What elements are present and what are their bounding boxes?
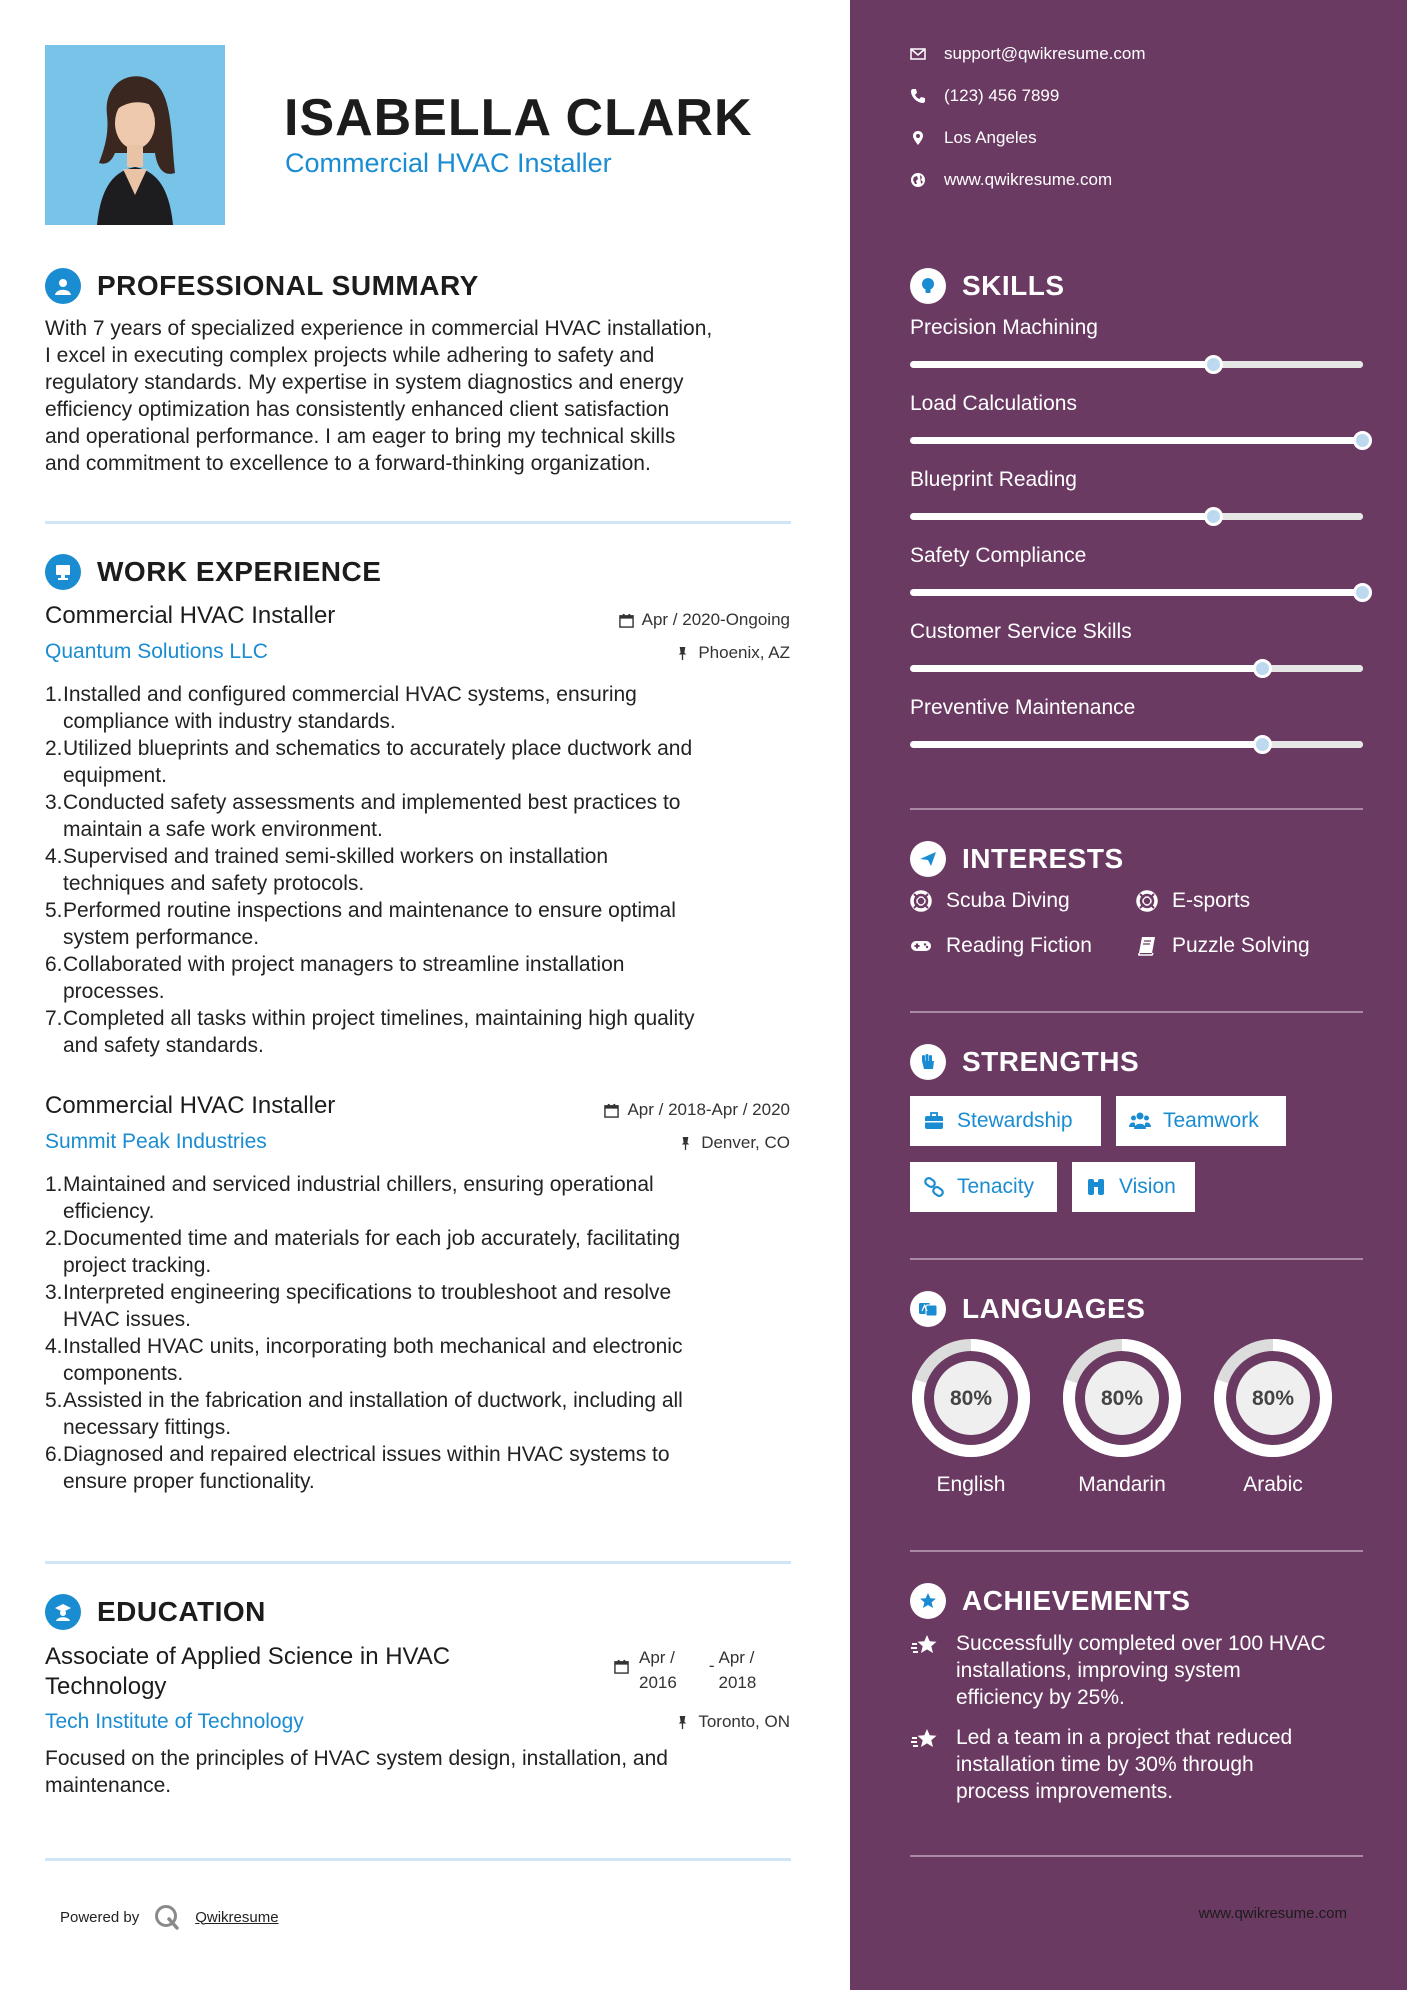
list-item: 3. Interpreted engineering specifications to troubleshoot and resolve HVAC issues. — [45, 1281, 672, 1331]
star-badge-icon — [910, 1583, 946, 1619]
achievements-section-header — [910, 1583, 1190, 1619]
skill-level-bar — [910, 665, 1363, 672]
language-arabic — [1212, 1337, 1334, 1497]
book-icon — [1136, 935, 1158, 957]
skill-label: Preventive Maintenance — [910, 696, 1136, 719]
pin-icon — [675, 1715, 690, 1730]
sidebar — [850, 0, 1407, 1990]
languages-section-header — [910, 1291, 1145, 1327]
skill-level-knob — [1353, 583, 1372, 602]
skill-bar-remainder — [1214, 513, 1363, 520]
portrait-image — [45, 45, 225, 225]
language-percent: 80% — [949, 1387, 993, 1410]
pin-icon — [675, 646, 690, 661]
education-heading: EDUCATION — [97, 1596, 266, 1627]
job-1-date: Apr / 2020-Ongoing — [619, 610, 790, 630]
job-2-responsibilities — [45, 1171, 795, 1495]
language-progress-ring — [1212, 1337, 1334, 1459]
skill-level-bar — [910, 589, 1363, 596]
strength-teamwork: Teamwork — [1116, 1096, 1286, 1146]
skill-level-knob — [1353, 431, 1372, 450]
lightbulb-icon — [910, 268, 946, 304]
language-name: Arabic — [1243, 1473, 1303, 1496]
list-item: 5. Assisted in the fabrication and installation of ductwork, including all necessary fittings. — [45, 1389, 683, 1439]
job-1-company: Quantum Solutions LLC — [45, 640, 268, 663]
skill-level-knob — [1253, 659, 1272, 678]
section-divider — [910, 1855, 1363, 1857]
language-name: Mandarin — [1078, 1473, 1166, 1496]
summary-text: With 7 years of specialized experience in commercial HVAC installation, I excel in executing complex projects while adhering to safety and regulatory standards. My expertise in system diagnostics and energy efficiency optimization has consistently enhanced client satisfaction and operational performance. I am eager to bring my technical skills and commitment to excellence to a forward-thinking organization. — [45, 317, 713, 475]
strength-vision: Vision — [1072, 1162, 1195, 1212]
summary-section-header — [45, 268, 479, 304]
binoculars-icon — [1085, 1176, 1107, 1198]
skills-heading: SKILLS — [962, 270, 1065, 301]
interest-e-sports: E-sports — [1136, 889, 1250, 913]
pin-icon — [678, 1136, 693, 1151]
fist-icon — [910, 1044, 946, 1080]
skill-level-bar — [910, 513, 1363, 520]
contact-location: Los Angeles — [910, 128, 1037, 148]
skill-level-bar — [910, 437, 1363, 444]
job-2-company: Summit Peak Industries — [45, 1130, 267, 1153]
school-name: Tech Institute of Technology — [45, 1710, 304, 1733]
skill-label: Safety Compliance — [910, 544, 1087, 567]
section-divider — [45, 1561, 791, 1564]
interest-reading-fiction: Reading Fiction — [910, 934, 1092, 958]
paper-plane-icon — [910, 841, 946, 877]
link-icon — [923, 1176, 945, 1198]
qwikresume-logo-icon — [153, 1903, 181, 1931]
skills-section-header — [910, 268, 1065, 304]
section-divider — [910, 1011, 1363, 1013]
contact-website: www.qwikresume.com — [910, 170, 1112, 190]
list-item: 5. Performed routine inspections and maintenance to ensure optimal system performance. — [45, 899, 676, 949]
section-divider — [45, 1858, 791, 1861]
language-name: English — [936, 1473, 1006, 1496]
strengths-section-header — [910, 1044, 1139, 1080]
briefcase-icon — [923, 1110, 945, 1132]
skill-level-knob — [1253, 735, 1272, 754]
achievement-item: Successfully completed over 100 HVAC installations, improving system efficiency by 25%. — [910, 1630, 1370, 1711]
qwikresume-link[interactable]: Qwikresume — [195, 1908, 279, 1926]
gamepad-icon — [910, 935, 932, 957]
candidate-title: Commercial HVAC Installer — [285, 148, 612, 178]
map-marker-icon — [910, 130, 926, 146]
graduate-icon — [45, 1594, 81, 1630]
contact-phone: (123) 456 7899 — [910, 86, 1059, 106]
strength-stewardship: Stewardship — [910, 1096, 1101, 1146]
education-location: Toronto, ON — [675, 1712, 790, 1732]
education-description: Focused on the principles of HVAC system design, installation, and maintenance. — [45, 1747, 668, 1797]
job-2-date: Apr / 2018-Apr / 2020 — [604, 1100, 790, 1120]
experience-section-header — [45, 554, 381, 590]
contact-email: support@qwikresume.com — [910, 44, 1146, 64]
envelope-icon — [910, 46, 926, 62]
skill-bar-remainder — [1214, 361, 1363, 368]
interests-heading: INTERESTS — [962, 843, 1124, 874]
section-divider — [910, 1258, 1363, 1260]
strengths-heading: STRENGTHS — [962, 1046, 1140, 1077]
degree-title: Associate of Applied Science in HVAC Technology — [45, 1643, 451, 1700]
achievement-item: Led a team in a project that reduced installation time by 30% through process improvements. — [910, 1724, 1370, 1805]
job-1-responsibilities — [45, 681, 795, 1059]
globe-icon — [910, 172, 926, 188]
list-item: 2. Documented time and materials for each job accurately, facilitating project tracking. — [45, 1227, 681, 1277]
list-item: 3. Conducted safety assessments and implemented best practices to maintain a safe work environment. — [45, 791, 681, 841]
monitor-icon — [45, 554, 81, 590]
list-item: 4. Supervised and trained semi-skilled workers on installation techniques and safety protocols. — [45, 845, 609, 895]
interests-section-header — [910, 841, 1124, 877]
users-icon — [1129, 1110, 1151, 1132]
section-divider — [910, 1550, 1363, 1552]
skill-bar-remainder — [1263, 741, 1363, 748]
star-icon — [910, 1726, 940, 1756]
footer-website: www.qwikresume.com — [1198, 1905, 1347, 1922]
skill-bar-remainder — [1263, 665, 1363, 672]
lifebuoy-icon — [910, 890, 932, 912]
job-1-title: Commercial HVAC Installer — [45, 602, 336, 629]
translate-icon — [910, 1291, 946, 1327]
education-date: Apr / 2016 - Apr / 2018 — [614, 1645, 756, 1695]
list-item: 4. Installed HVAC units, incorporating both mechanical and electronic components. — [45, 1335, 683, 1385]
job-2-title: Commercial HVAC Installer — [45, 1092, 336, 1119]
language-english — [910, 1337, 1032, 1497]
achievements-heading: ACHIEVEMENTS — [962, 1585, 1191, 1616]
calendar-icon — [614, 1659, 629, 1674]
calendar-icon — [619, 613, 634, 628]
skill-level-knob — [1204, 507, 1223, 526]
language-progress-ring — [910, 1337, 1032, 1459]
skill-level-bar — [910, 361, 1363, 368]
calendar-icon — [604, 1103, 619, 1118]
language-mandarin — [1061, 1337, 1183, 1497]
list-item: 1. Maintained and serviced industrial chillers, ensuring operational efficiency. — [45, 1173, 654, 1223]
language-percent: 80% — [1100, 1387, 1144, 1410]
education-section-header — [45, 1594, 266, 1630]
list-item: 2. Utilized blueprints and schematics to accurately place ductwork and equipment. — [45, 737, 693, 787]
job-1-location: Phoenix, AZ — [675, 643, 790, 663]
list-item: 6. Collaborated with project managers to streamline installation processes. — [45, 953, 625, 1003]
strength-tenacity: Tenacity — [910, 1162, 1057, 1212]
languages-heading: LANGUAGES — [962, 1293, 1146, 1324]
profile-photo — [45, 45, 225, 225]
skill-level-bar — [910, 741, 1363, 748]
summary-heading: PROFESSIONAL SUMMARY — [97, 270, 479, 301]
skill-label: Load Calculations — [910, 392, 1077, 415]
skill-label: Customer Service Skills — [910, 620, 1132, 643]
user-icon — [45, 268, 81, 304]
section-divider — [45, 521, 791, 524]
language-progress-ring — [1061, 1337, 1183, 1459]
lifebuoy-icon — [1136, 890, 1158, 912]
interest-puzzle-solving: Puzzle Solving — [1136, 934, 1310, 958]
skill-label: Precision Machining — [910, 316, 1098, 339]
candidate-name: ISABELLA CLARK — [284, 89, 753, 147]
list-item: 1. Installed and configured commercial HVAC systems, ensuring compliance with industry standards. — [45, 683, 637, 733]
powered-by: Powered by Qwikresume — [60, 1903, 279, 1931]
language-percent: 80% — [1251, 1387, 1295, 1410]
list-item: 7. Completed all tasks within project timelines, maintaining high quality and safety standards. — [45, 1007, 695, 1057]
list-item: 6. Diagnosed and repaired electrical issues within HVAC systems to ensure proper functionality. — [45, 1443, 670, 1493]
experience-heading: WORK EXPERIENCE — [97, 556, 382, 587]
star-icon — [910, 1632, 940, 1662]
skill-level-knob — [1204, 355, 1223, 374]
job-2-location: Denver, CO — [678, 1133, 790, 1153]
interest-scuba-diving: Scuba Diving — [910, 889, 1070, 913]
phone-icon — [910, 88, 926, 104]
section-divider — [910, 808, 1363, 810]
skill-label: Blueprint Reading — [910, 468, 1077, 491]
